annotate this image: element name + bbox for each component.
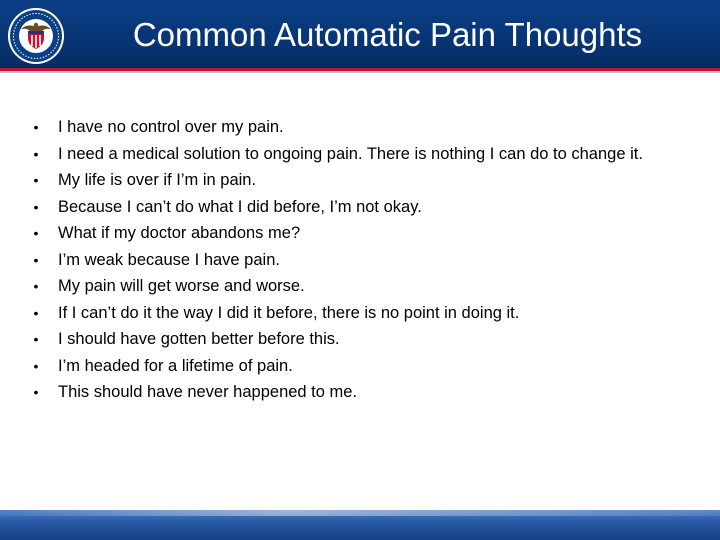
va-seal-icon xyxy=(7,7,65,65)
footer-bar xyxy=(0,510,720,540)
header-divider xyxy=(0,71,720,73)
bullet-text: I’m weak because I have pain. xyxy=(58,250,280,269)
bullet-icon: • xyxy=(33,172,39,188)
bullet-icon: • xyxy=(33,145,39,162)
bullet-text: My life is over if I’m in pain. xyxy=(58,171,257,189)
bullet-item xyxy=(30,273,690,300)
bullet-item xyxy=(30,300,690,327)
bullet-icon: • xyxy=(33,251,39,268)
title-bar xyxy=(0,0,720,68)
bullet-item xyxy=(30,326,690,353)
bullet-text: This should have never happened to me. xyxy=(58,383,358,401)
bullet-icon: • xyxy=(33,384,39,400)
bullet-item xyxy=(30,141,690,168)
bullet-text: I have no control over my pain. xyxy=(58,118,284,136)
bullet-item xyxy=(30,247,690,274)
bullet-item xyxy=(30,114,690,141)
bullet-list xyxy=(30,114,690,406)
bullet-item xyxy=(30,353,690,380)
bullet-icon: • xyxy=(33,278,39,294)
bullet-icon: • xyxy=(33,225,39,241)
bullet-item xyxy=(30,167,690,194)
bullet-icon: • xyxy=(33,357,39,374)
bullet-text: What if my doctor abandons me? xyxy=(58,224,301,242)
bullet-item xyxy=(30,220,690,247)
bullet-text: I need a medical solution to ongoing pain. There is nothing I can do to change it. xyxy=(58,144,643,163)
bullet-text: I should have gotten better before this. xyxy=(58,330,340,348)
bullet-text: If I can’t do it the way I did it before, there is no point in doing it. xyxy=(58,303,520,322)
bullet-text: Because I can’t do what I did before, I’m not okay. xyxy=(58,197,422,216)
bullet-item xyxy=(30,194,690,221)
bullet-icon: • xyxy=(33,304,39,321)
bullet-icon: • xyxy=(33,119,39,135)
bullet-text: My pain will get worse and worse. xyxy=(58,277,305,295)
bullet-icon: • xyxy=(33,331,39,347)
bullet-text: I’m headed for a lifetime of pain. xyxy=(58,356,293,375)
slide-title: Common Automatic Pain Thoughts xyxy=(132,16,643,53)
bullet-icon: • xyxy=(33,198,39,215)
bullet-item xyxy=(30,379,690,406)
